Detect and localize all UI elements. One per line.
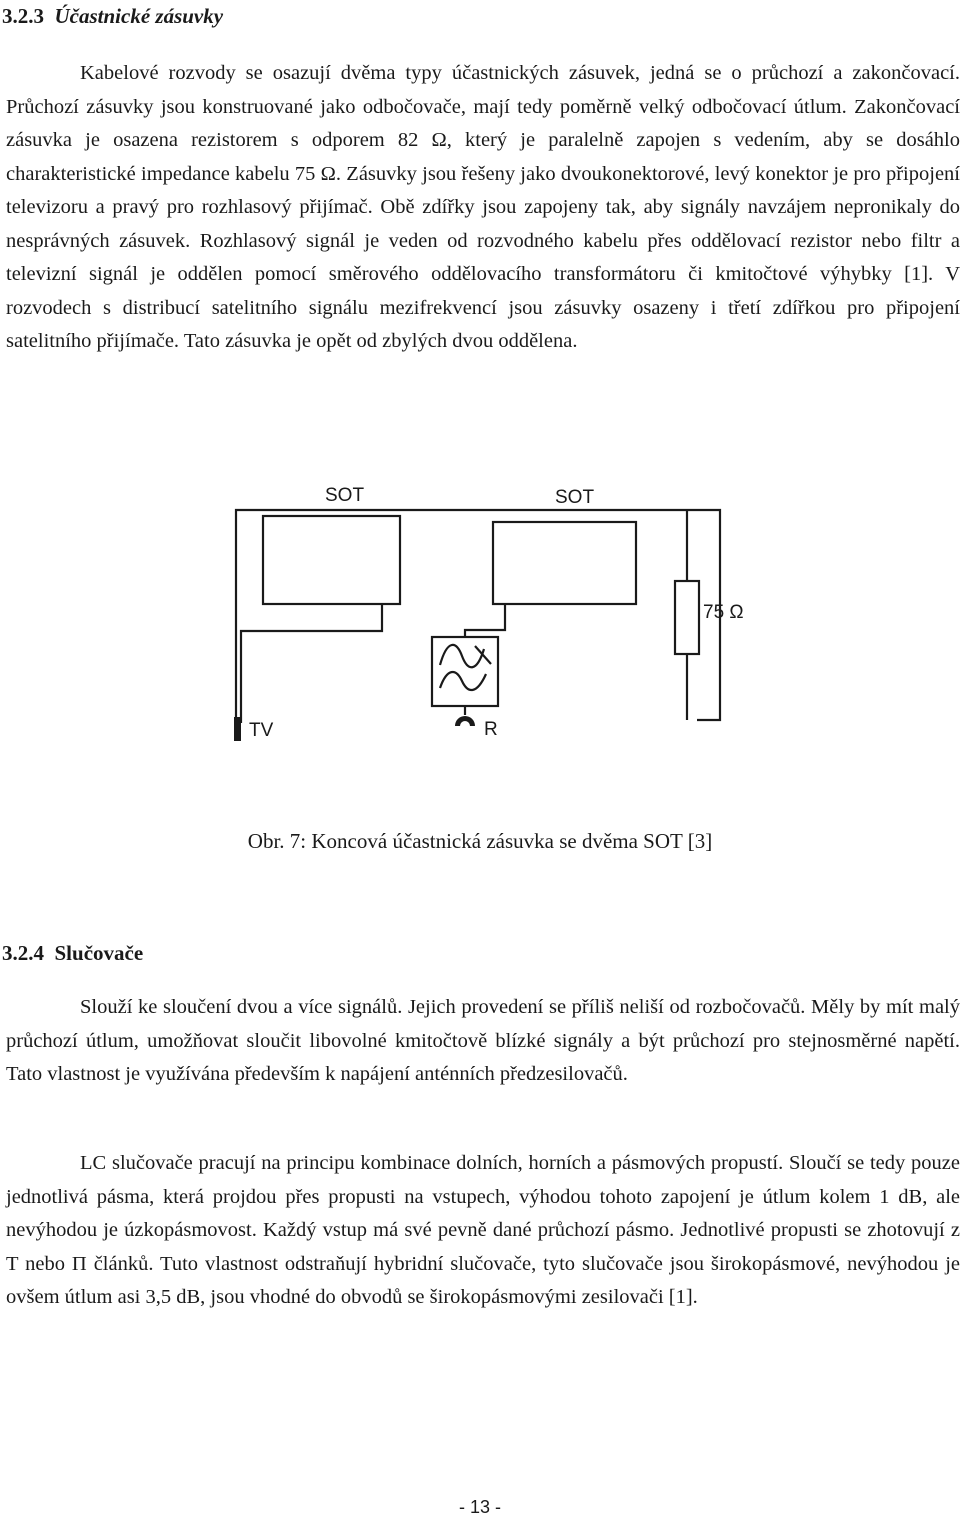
section-title: Účastnické zásuvky — [54, 4, 224, 28]
filter-box — [432, 637, 498, 706]
radio-connector-icon — [455, 716, 475, 726]
radio-label: R — [484, 719, 498, 740]
sot-right-label: SOT — [555, 487, 595, 508]
sot-left-box — [263, 516, 400, 604]
sot-right-box — [493, 522, 636, 604]
filter-wave-top — [440, 645, 491, 667]
paragraph-slucovace-1: Slouží ke sloučení dvou a více signálů. Jejich provedení se příliš neliší od rozbočovačů. Měly by mít malý průchozí útlum, umožňovat sloučit libovolné kmitočtově blízké signály a být průchozí pro stejnosměrné napětí. Tato vlastnost je využívána především k napájení anténních předzesilovačů. — [6, 996, 960, 1085]
tv-label: TV — [249, 720, 274, 741]
filter-wave-bottom — [440, 672, 486, 690]
tv-connector-icon — [234, 717, 241, 741]
figure-caption: Obr. 7: Koncová účastnická zásuvka se dvěma SOT [3] — [247, 829, 713, 853]
section-heading-3-2-4 — [2, 941, 143, 966]
section-title: Slučovače — [54, 941, 144, 965]
resistor-label: 75 Ω — [703, 602, 744, 623]
page-number: - 13 - — [458, 1497, 501, 1517]
section-number: 3.2.3 — [2, 4, 44, 28]
paragraph-ucastnicke-zasuvky: Kabelové rozvody se osazují dvěma typy účastnických zásuvek, jedná se o průchozí a zakončovací. Průchozí zásuvky jsou konstruované jako odbočovače, mají tedy poměrně velký odbočovací útlum. Zakončovací zásuvka je osazena rezistorem s odporem 82 Ω, který je paralelně zapojen s vedením, aby se dosáhlo charakteristické impedance kabelu 75 Ω. Zásuvky jsou řešeny jako dvoukonektorové, levý konektor je pro připojení televizoru a pravý pro rozhlasový přijímač. Obě zdířky jsou zapojeny tak, aby signály navzájem nepronikaly do nesprávných zásuvek. Rozhlasový signál je veden od rozvodného kabelu přes oddělovací rezistor nebo filtr a televizní signál je oddělen pomocí směrového oddělovacího transformátoru či kmitočtové výhybky [1]. V rozvodech s distribucí satelitního signálu mezifrekvencí jsou zásuvky osazeny i třetí zdířkou pro připojení satelitního přijímače. Tato zásuvka je opět od zbylých dvou oddělena. — [6, 62, 960, 352]
paragraph-slucovace-2: LC slučovače pracují na principu kombinace dolních, horních a pásmových propustí. Sloučí se tedy pouze jednotlivá pásma, která projdou přes propusti na vstupech, výhodou tohoto zapojení je útlum kolem 1 dB, ale nevýhodou je úzkopásmovost. Každý vstup má své pevně dané průchozí pásmo. Jednotlivé propusti se zhotovují z T nebo Π článků. Tuto vlastnost odstraňují hybridní slučovače, tyto slučovače jsou širokopásmové, nevýhodou je ovšem útlum asi 3,5 dB, jsou vhodné do obvodů se širokopásmovými zesilovači [1]. — [6, 1152, 960, 1308]
tv-wire — [241, 604, 382, 723]
resistor-75-ohm — [675, 581, 699, 654]
section-number: 3.2.4 — [2, 941, 44, 965]
sot-left-label: SOT — [325, 485, 365, 506]
main-cable-wire — [236, 510, 720, 725]
radio-wire — [465, 604, 505, 637]
